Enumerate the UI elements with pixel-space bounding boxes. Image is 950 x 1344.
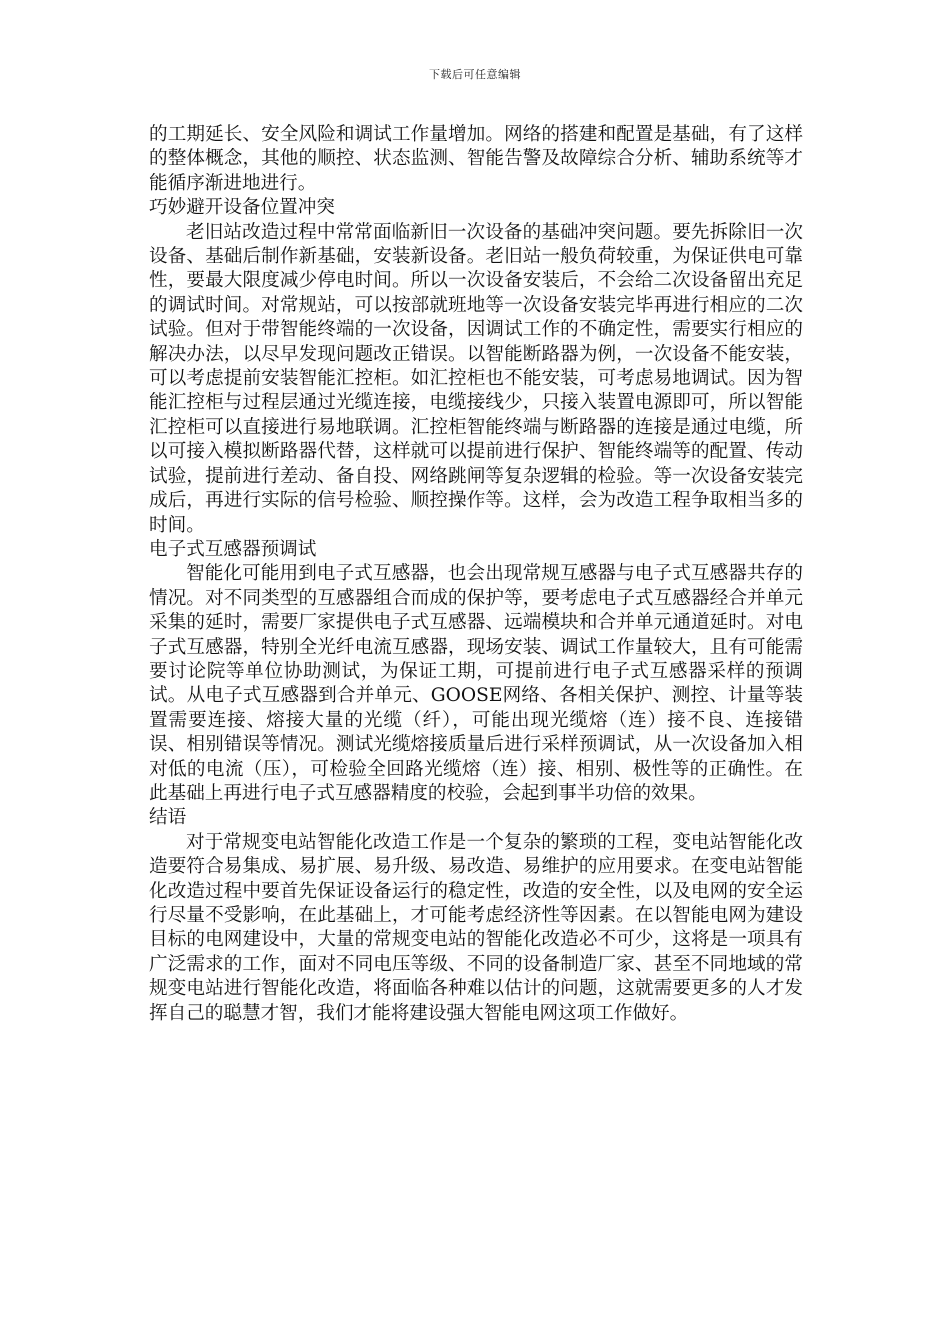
- paragraph-position-conflict: 老旧站改造过程中常常面临新旧一次设备的基础冲突问题。要先拆除旧一次设备、基础后制作新基础，安装新设备。老旧站一般负荷较重，为保证供电可靠性，要最大限度减少停电时间。所以一次设备安装后，不会给二次设备留出充足的调试时间。对常规站，可以按部就班地等一次设备安装完毕再进行相应的二次试验。但对于带智能终端的一次设备，因调试工作的不确定性，需要实行相应的解决办法，以尽早发现问题改正错误。以智能断路器为例，一次设备不能安装，可以考虑提前安装智能汇控柜。如汇控柜也不能安装，可考虑易地调试。因为智能汇控柜与过程层通过光缆连接，电缆接线少，只接入装置电源即可，所以智能汇控柜可以直接进行易地联调。汇控柜智能终端与断路器的连接是通过电缆，所以可接入模拟断路器代替，这样就可以提前进行保护、智能终端等的配置、传动试验，提前进行差动、备自投、网络跳闸等复杂逻辑的检验。等一次设备安装完成后，再进行实际的信号检验、顺控操作等。这样，会为改造工程争取相当多的时间。: [149, 221, 803, 536]
- page-header: 下载后可任意编辑: [429, 68, 521, 81]
- paragraph-continued: 的工期延长、安全风险和调试工作量增加。网络的搭建和配置是基础，有了这样的整体概念，其他的顺控、状态监测、智能告警及故障综合分析、辅助系统等才能循序渐进地进行。: [149, 124, 803, 194]
- paragraph-transformer-precommissioning: 智能化可能用到电子式互感器，也会出现常规互感器与电子式互感器共存的情况。对不同类型的互感器组合而成的保护等，要考虑电子式互感器经合并单元采集的延时，需要厂家提供电子式互感器、远端模块和合并单元通道延时。对电子式互感器，特别全光纤电流互感器，现场安装、调试工作量较大，且有可能需要讨论院等单位协助测试，为保证工期，可提前进行电子式互感器采样的预调试。从电子式互感器到合并单元、GOOSE网络、各相关保护、测控、计量等装置需要连接、熔接大量的光缆（纤），可能出现光缆熔（连）接不良、连接错误、相别错误等情况。测试光缆熔接质量后进行采样预调试，从一次设备加入相对低的电流（压），可检验全回路光缆熔（连）接、相别、极性等的正确性。在此基础上再进行电子式互感器精度的校验，会起到事半功倍的效果。: [149, 563, 803, 804]
- section-heading-conclusion: 结语: [149, 807, 187, 829]
- document-body: [149, 123, 803, 1026]
- section-heading-transformer-precommissioning: 电子式互感器预调试: [149, 538, 317, 560]
- paragraph-conclusion: 对于常规变电站智能化改造工作是一个复杂的繁琐的工程，变电站智能化改造要符合易集成、易扩展、易升级、易改造、易维护的应用要求。在变电站智能化改造过程中要首先保证设备运行的稳定性，改造的安全性，以及电网的安全运行尽量不受影响，在此基础上，才可能考虑经济性等因素。在以智能电网为建设目标的电网建设中，大量的常规变电站的智能化改造必不可少，这将是一项具有广泛需求的工作，面对不同电压等级、不同的设备制造厂家、甚至不同地域的常规变电站进行智能化改造，将面临各种难以估计的问题，这就需要更多的人才发挥自己的聪慧才智，我们才能将建设强大智能电网这项工作做好。: [149, 831, 803, 1024]
- section-heading-position-conflict: 巧妙避开设备位置冲突: [149, 197, 335, 219]
